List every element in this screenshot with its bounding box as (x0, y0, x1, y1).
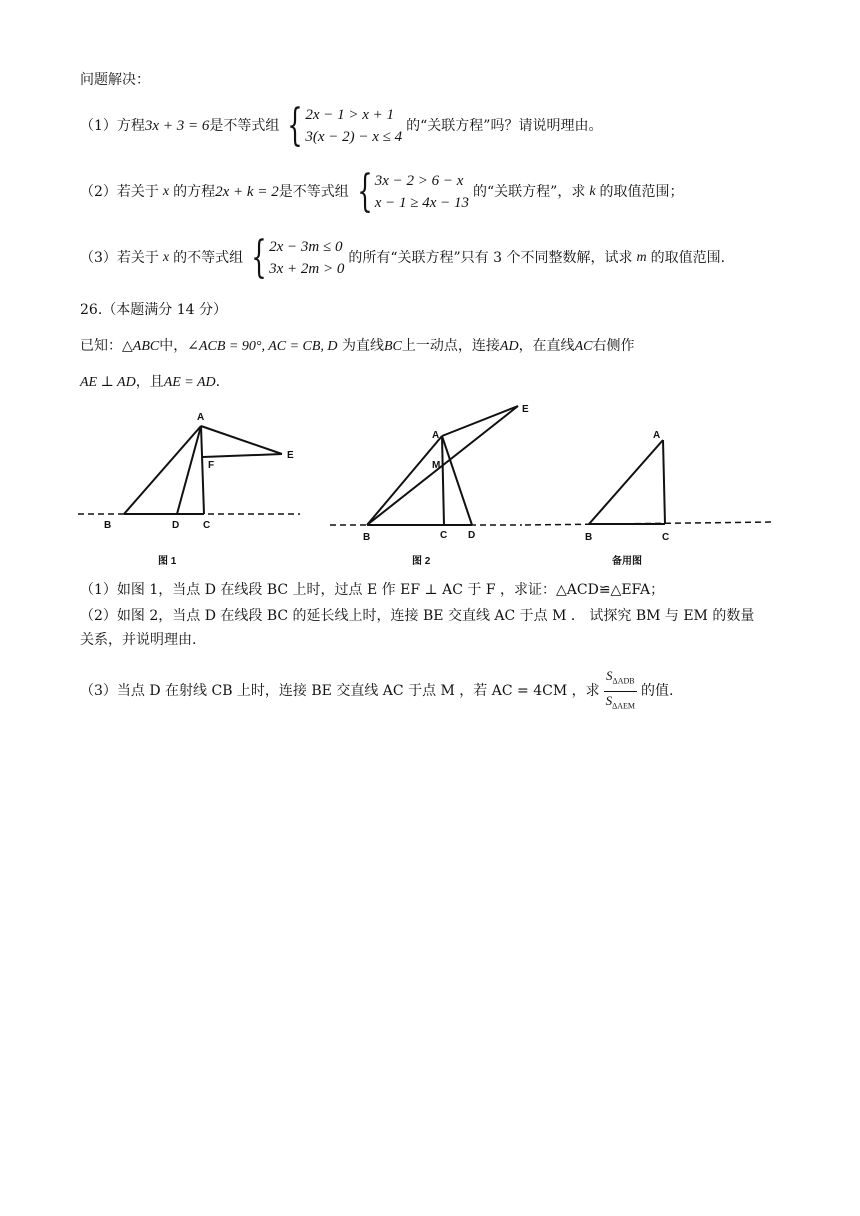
fig3-label-a: A (653, 430, 661, 441)
q2-suffix2: 的取值范围； (599, 184, 684, 200)
fig2-line-ac (442, 436, 444, 525)
p3-num-sub: ΔADB (612, 676, 635, 686)
fig2-label-m: M (432, 460, 441, 471)
fig3-label-c: C (662, 532, 670, 543)
q1-prefix: （1）方程 (80, 118, 145, 134)
q3-brace: { (251, 232, 267, 283)
q2-equation: 2x + k = 2 (215, 184, 279, 200)
fig1-label-c: C (203, 520, 211, 531)
fig3-label-b: B (585, 532, 593, 543)
fig3-caption: 备用图 (612, 556, 642, 567)
given1-ac: AC (574, 339, 593, 354)
problem-26-part-2-line-1: （2）如图 2，当点 D 在线段 BC 的延长线上时，连接 BE 交直线 AC 于点 M ． 试探究 BM 与 EM 的数量 (80, 608, 755, 624)
q3-suffix1: 的所有“关联方程”只有 3 个不同整数解，试求 (348, 250, 633, 266)
fig3-line-ab (589, 440, 663, 524)
given1-d: 上一动点，连接 (401, 338, 500, 354)
figures-strip (0, 398, 860, 578)
given1-c: 为直线 (342, 338, 384, 354)
q1-row1: 2x − 1 > x + 1 (305, 107, 395, 123)
fig2-caption: 图 2 (412, 556, 431, 567)
q1-suffix: 的“关联方程”吗？请说明理由。 (406, 118, 603, 134)
fig1-label-e: E (287, 450, 294, 461)
p3-den-sub: ΔAEM (612, 701, 636, 711)
given1-abc: ABC (132, 339, 160, 354)
q2-var: x (162, 184, 170, 199)
fig2-label-d: D (468, 530, 476, 541)
p3-den: S (605, 692, 613, 708)
problem-26-part-3 (80, 668, 673, 714)
fig2-label-b: B (363, 532, 371, 543)
fig2-line-be (367, 406, 518, 525)
given1-ad: AD (499, 339, 519, 354)
q2-mid1: 的方程 (173, 184, 216, 200)
given1-cond: ACB = 90°, AC = CB, D (198, 339, 338, 354)
figure-2 (330, 406, 522, 525)
given2-b: . (215, 374, 221, 390)
problem-26-given-2 (80, 372, 220, 393)
q2-inequality-system (351, 166, 469, 217)
fig1-label-b: B (104, 520, 112, 531)
given2-cond2: AE = AD (163, 375, 216, 390)
section-heading: 问题解决： (80, 72, 150, 88)
question-2 (80, 166, 684, 217)
given1-e: ，在直线 (518, 338, 575, 354)
given2-a: ，且 (135, 374, 164, 390)
q3-row2: 3x + 2m > 0 (269, 261, 345, 277)
fig2-label-c: C (440, 530, 448, 541)
q1-inequality-system (281, 100, 403, 151)
q2-suffix1: 的“关联方程”，求 (473, 184, 586, 200)
given1-f: 右侧作 (592, 338, 635, 354)
given2-cond1: AE ⊥ AD (80, 375, 136, 390)
q3-var: x (162, 250, 170, 265)
given1-bc: BC (384, 339, 402, 354)
figure-1 (78, 426, 300, 514)
fig2-line-ab (367, 436, 442, 525)
q3-row1: 2x − 3m ≤ 0 (269, 239, 343, 255)
p3-text-b: 的值. (641, 683, 674, 700)
p3-fraction (604, 668, 637, 714)
q2-mid2: 是不等式组 (278, 184, 349, 200)
p3-text-a: （3）当点 D 在射线 CB 上时，连接 BE 交直线 AC 于点 M ，若 AC = 4CM ，求 (80, 683, 600, 700)
q1-mid: 是不等式组 (209, 118, 280, 134)
fig1-label-f: F (208, 460, 215, 471)
fig2-label-a: A (432, 430, 440, 441)
q2-k: k (589, 184, 596, 199)
q2-row2: x − 1 ≥ 4x − 13 (374, 195, 469, 211)
problem-26-given-1 (80, 336, 634, 357)
q3-mid: 的不等式组 (173, 250, 244, 266)
q1-row2: 3(x − 2) − x ≤ 4 (305, 129, 403, 145)
q3-suffix2: 的取值范围. (650, 250, 726, 266)
fig2-label-e: E (522, 404, 529, 415)
fig2-line-ad (442, 436, 472, 525)
problem-26-heading: 26.（本题满分 14 分） (80, 302, 227, 318)
q2-brace: { (357, 166, 373, 217)
given1-b: 中，∠ (159, 338, 199, 354)
fig1-line-ef (203, 454, 282, 457)
fig1-label-d: D (172, 520, 180, 531)
q1-equation: 3x + 3 = 6 (144, 118, 210, 134)
figure-3 (525, 440, 772, 525)
fig2-line-ae (442, 406, 518, 436)
fig1-line-ac (201, 426, 204, 514)
fig1-line-ae (201, 426, 282, 454)
question-1 (80, 100, 603, 151)
fig1-caption: 图 1 (158, 556, 177, 567)
fig1-label-a: A (197, 412, 205, 423)
question-3 (80, 232, 726, 283)
fig3-line-ac (663, 440, 665, 524)
q3-m: m (636, 250, 647, 265)
given1-a: 已知：△ (80, 338, 133, 354)
q2-row1: 3x − 2 > 6 − x (374, 173, 464, 189)
q3-prefix: （3）若关于 (80, 250, 159, 266)
q3-inequality-system (245, 232, 345, 283)
problem-26-part-1: （1）如图 1，当点 D 在线段 BC 上时，过点 E 作 EF ⊥ AC 于 F ，求证：△ACD≌△EFA； (80, 582, 665, 598)
q1-brace: { (287, 100, 304, 151)
problem-26-part-2-line-2: 关系，并说明理由. (80, 632, 197, 648)
p3-num: S (606, 668, 613, 683)
q2-prefix: （2）若关于 (80, 184, 159, 200)
